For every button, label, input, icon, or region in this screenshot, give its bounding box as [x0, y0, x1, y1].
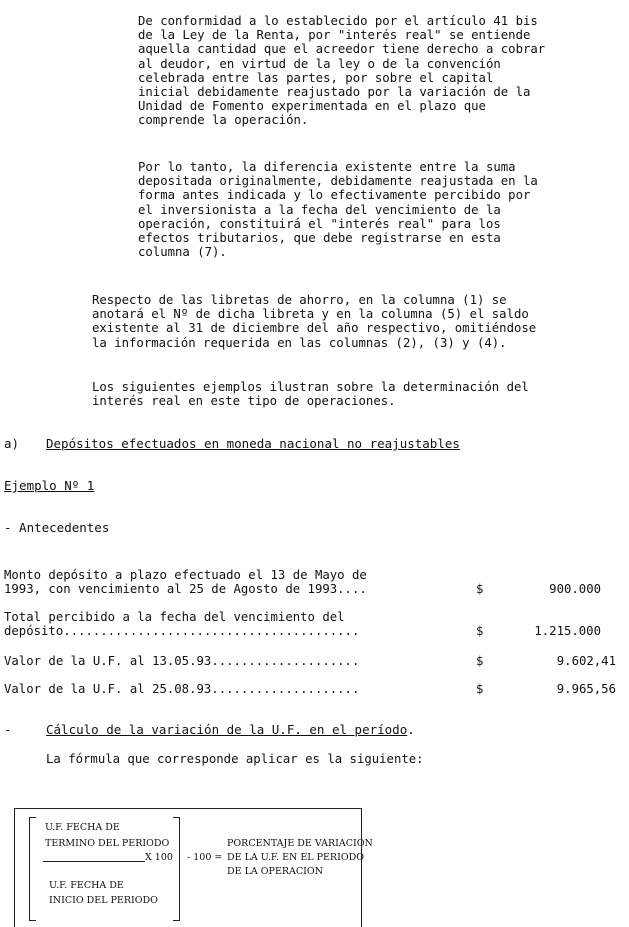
formula-denominator-line2: INICIO DEL PERIODO: [49, 895, 158, 906]
section-heading: [4, 436, 460, 451]
data-row-total-percibido: [4, 610, 601, 640]
paragraph-libretas-ahorro: [92, 293, 618, 350]
formula-fraction-line: [43, 861, 145, 862]
formula-denominator-line1: U.F. FECHA DE: [49, 880, 124, 891]
formula-result-line3: DE LA OPERACION: [227, 866, 324, 877]
text-line: aquella cantidad que el acreedor tiene derecho a cobrar: [138, 42, 546, 57]
amount-value: 9.965,56: [556, 682, 616, 696]
text-line: anotará el Nº de dicha libreta y en la columna (5) el saldo: [92, 307, 529, 322]
text-line: depositada originalmente, debidamente reajustada en la: [138, 174, 538, 189]
text-line: existente al 31 de diciembre del año respectivo, omitiéndose: [92, 321, 537, 336]
text-line: el inversionista a la fecha del vencimiento de la: [138, 202, 501, 217]
section-letter: a): [4, 436, 20, 451]
formula-right-bracket: [173, 817, 180, 921]
text-line: operación, constituirá el "interés real" para los: [138, 216, 501, 231]
text-line: Unidad de Fomento experimentada en el plazo que: [138, 99, 486, 114]
section-title: Depósitos efectuados en moneda nacional no reajustables: [46, 436, 460, 451]
amount-value: 1.215.000: [534, 624, 601, 638]
data-row-uf-inicio: [4, 654, 616, 670]
formula-result-line2: DE LA U.F. EN EL PERIODO: [227, 852, 365, 863]
row-description: Valor de la U.F. al 25.08.93....................: [4, 682, 360, 696]
calculation-heading: [4, 722, 415, 737]
antecedentes-heading: [4, 520, 109, 535]
example-heading: Ejemplo Nº 1: [4, 478, 95, 493]
row-description: Valor de la U.F. al 13.05.93....................: [4, 654, 360, 668]
formula-box: [14, 808, 373, 927]
text-line: al deudor, en virtud de la ley o de la convención: [138, 56, 501, 71]
paragraph-diferencia: [138, 160, 618, 259]
formula-intro: La fórmula que corresponde aplicar es la siguiente:: [46, 752, 424, 766]
text-line: interés real en este tipo de operaciones.: [92, 394, 396, 409]
formula-minus-100: - 100 =: [187, 852, 223, 863]
text-line: forma antes indicada y lo efectivamente percibido por: [138, 188, 531, 203]
text-line: comprende la operación.: [138, 113, 309, 128]
amount-value: 9.602,41: [556, 654, 616, 668]
formula-left-bracket: [29, 817, 36, 921]
formula-numerator-line2: TERMINO DEL PERIODO: [45, 838, 170, 849]
currency-symbol: $: [476, 654, 484, 668]
paragraph-interes-real-definition: [138, 14, 618, 128]
antecedentes-label: - Antecedentes: [4, 520, 110, 535]
text-line: columna (7).: [138, 245, 227, 260]
row-line: Monto depósito a plazo efectuado el 13 de Mayo de: [4, 568, 367, 582]
row-description: [4, 568, 367, 596]
calculation-dash: -: [4, 722, 12, 737]
text-line: la información requerida en las columnas (2), (3) y (4).: [92, 335, 507, 350]
data-row-uf-termino: [4, 682, 616, 698]
currency-symbol: $: [476, 682, 484, 696]
calculation-period: .: [407, 722, 415, 737]
formula-times-100: X 100: [145, 852, 173, 863]
text-line: inicial debidamente reajustado por la variación de la: [138, 85, 531, 100]
text-line: efectos tributarios, que debe registrarse en esta: [138, 231, 501, 246]
paragraph-ejemplos-intro: [92, 380, 618, 408]
text-line: Por lo tanto, la diferencia existente entre la suma: [138, 160, 516, 174]
text-line: Respecto de las libretas de ahorro, en la columna (1) se: [92, 293, 507, 307]
text-line: de la Ley de la Renta, por "interés real" se entiende: [138, 28, 531, 43]
row-description: [4, 610, 359, 638]
text-line: celebrada entre las partes, por sobre el capital: [138, 70, 494, 85]
row-line: depósito........................................: [4, 624, 360, 638]
formula-result-line1: PORCENTAJE DE VARIACION: [227, 838, 373, 849]
currency-symbol: $: [476, 582, 484, 596]
text-line: Los siguientes ejemplos ilustran sobre la determinación del: [92, 380, 529, 394]
currency-symbol: $: [476, 624, 484, 638]
data-row-monto-deposito: [4, 568, 601, 598]
amount-value: 900.000: [549, 582, 601, 596]
calculation-title: Cálculo de la variación de la U.F. en el período: [46, 722, 408, 737]
row-line: Total percibido a la fecha del vencimiento del: [4, 610, 345, 624]
text-line: De conformidad a lo establecido por el artículo 41 bis: [138, 14, 538, 28]
row-line: 1993, con vencimiento al 25 de Agosto de 1993....: [4, 582, 367, 596]
formula-numerator-line1: U.F. FECHA DE: [45, 822, 120, 833]
